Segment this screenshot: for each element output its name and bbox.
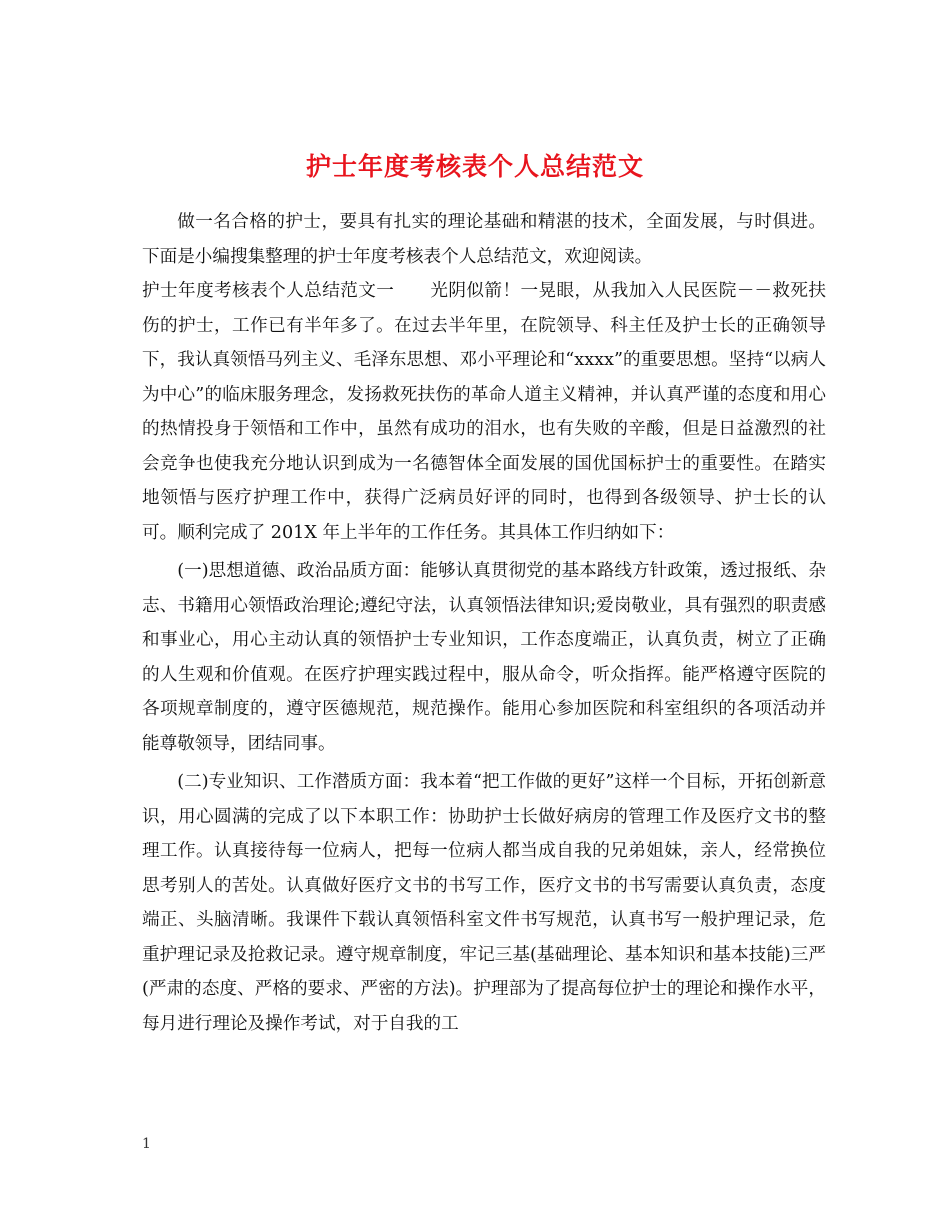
moral-political-paragraph: (一)思想道德、政治品质方面：能够认真贯彻党的基本路线方针政策，透过报纸、杂志、书籍用心领悟政治理论;遵纪守法，认真领悟法律知识;爱岗敬业，具有强烈的职责感和事业心，用心主动认真的领悟护士专业知识，工作态度端正，认真负责，树立了正确的人生观和价值观。在医疗护理实践过程中，服从命令，听众指挥。能严格遵守医院的各项规章制度的，遵守医德规范，规范操作。能用心参加医院和科室组织的各项活动并能尊敬领导，团结同事。 [142, 561, 826, 754]
document-title: 护士年度考核表个人总结范文 [305, 151, 644, 181]
professional-knowledge-paragraph: (二)专业知识、工作潜质方面：我本着“把工作做的更好”这样一个目标，开拓创新意识，用心圆满的完成了以下本职工作：协助护士长做好病房的管理工作及医疗文书的整理工作。认真接待每一位病人，把每一位病人都当成自我的兄弟姐妹，亲人，经常换位思考别人的苦处。认真做好医疗文书的书写工作，医疗文书的书写需要认真负责，态度端正、头脑清晰。我课件下载认真领悟科室文件书写规范，认真书写一般护理记录，危重护理记录及抢救记录。遵守规章制度，牢记三基(基础理论、基本知识和基本技能)三严(严肃的态度、严格的要求、严密的方法)。护理部为了提高每位护士的理论和操作水平，每月进行理论及操作考试，对于自我的工 [142, 772, 826, 1034]
intro-paragraph: 做一名合格的护士，要具有扎实的理论基础和精湛的技术，全面发展，与时俱进。下面是小编搜集整理的护士年度考核表个人总结范文，欢迎阅读。 [142, 212, 826, 267]
page-number: 1 [142, 1136, 151, 1152]
document-body [142, 205, 826, 1041]
section-one-paragraph: 护士年度考核表个人总结范文一 光阴似箭！一晃眼，从我加入人民医院－－救死扶伤的护士，工作已有半年多了。在过去半年里，在院领导、科主任及护士长的正确领导下，我认真领悟马列主义、毛泽东思想、邓小平理论和“xxxx”的重要思想。坚持“以病人为中心”的临床服务理念，发扬救死扶伤的革命人道主义精神，并认真严谨的态度和用心的热情投身于领悟和工作中，虽然有成功的泪水，也有失败的辛酸，但是日益激烈的社会竞争也使我充分地认识到成为一名德智体全面发展的国优国标护士的重要性。在踏实地领悟与医疗护理工作中，获得广泛病员好评的同时，也得到各级领导、护士长的认可。顺利完成了 201X 年上半年的工作任务。其具体工作归纳如下： [142, 281, 826, 543]
